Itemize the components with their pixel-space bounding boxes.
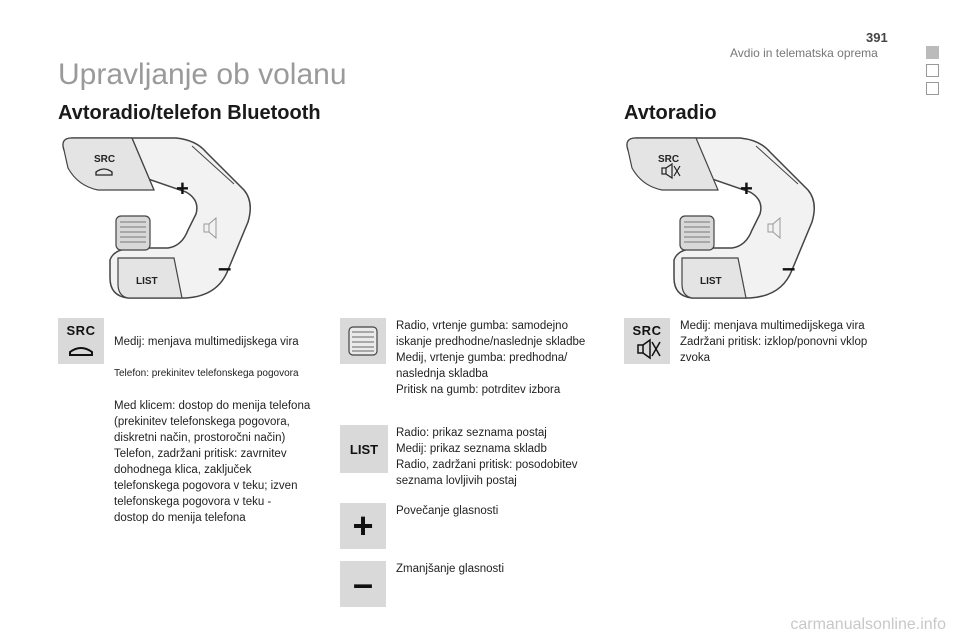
page-title: Upravljanje ob volanu <box>58 58 347 91</box>
src-desc-rest: Med klicem: dostop do menija telefona (prekinitev telefonskega pogovora, diskretni način, prostoročni način) Telefon, zadržani pritisk: zavrnitev dohodnega klica, zaključek telefonskega pogovora v teku; izven telefonskega pogovora v teku - dostop do menija telefona <box>114 400 311 524</box>
right-src-description: Medij: menjava multimedijskega vira Zadržani pritisk: izklop/ponovni vklop zvoka <box>680 320 868 364</box>
plus-icon-box <box>340 503 386 549</box>
thumbwheel-icon <box>340 318 386 364</box>
nav-square-outline <box>926 82 939 95</box>
right-control-illustration <box>622 130 832 310</box>
src-label: SRC <box>66 323 96 338</box>
plus-icon: + <box>352 505 374 546</box>
nav-square-filled <box>926 46 939 59</box>
src-mute-icon-box <box>624 318 670 364</box>
minus-icon-box <box>340 561 386 607</box>
right-section-heading: Avtoradio <box>624 102 717 124</box>
phone-icon <box>58 318 104 364</box>
list-label: LIST <box>349 442 379 457</box>
minus-description: Zmanjšanje glasnosti <box>396 563 505 575</box>
thumbwheel-icon <box>680 216 714 250</box>
illus-minus: – <box>218 255 232 282</box>
src-desc-line1: Medij: menjava multimedijskega vira <box>114 336 299 348</box>
left-section-heading: Avtoradio/telefon Bluetooth <box>58 102 321 124</box>
plus-description: Povečanje glasnosti <box>396 505 499 517</box>
left-control-illustration <box>58 130 268 310</box>
src-label: SRC <box>632 323 662 338</box>
page-number: 391 <box>866 30 888 45</box>
illus-src-label: SRC <box>94 154 116 165</box>
thumbwheel-icon-box <box>340 318 386 364</box>
section-name: Avdio in telematska oprema <box>730 46 878 60</box>
src-description <box>114 318 329 542</box>
illus-minus: – <box>782 255 796 282</box>
illus-src-label: SRC <box>658 154 680 165</box>
minus-icon: – <box>352 563 374 604</box>
illus-plus: + <box>176 176 189 201</box>
mute-icon <box>624 318 670 364</box>
illus-list-label: LIST <box>136 276 158 287</box>
thumbwheel-description: Radio, vrtenje gumba: samodejno iskanje predhodne/naslednje skladbe Medij, vrtenje gumba: predhodna/ naslednja skladba Pritisk na gumb: potrditev izbora <box>396 320 586 396</box>
thumbwheel-icon <box>116 216 150 250</box>
src-phone-icon-box <box>58 318 104 364</box>
list-icon-box <box>340 425 388 473</box>
illus-plus: + <box>740 176 753 201</box>
watermark: carmanualsonline.info <box>790 616 946 633</box>
list-description: Radio: prikaz seznama postaj Medij: prikaz seznama skladb Radio, zadržani pritisk: posodobitev seznama lovljivih postaj <box>396 427 578 487</box>
illus-list-label: LIST <box>700 276 722 287</box>
src-desc-line2: Telefon: prekinitev telefonskega pogovora <box>114 368 299 379</box>
nav-square-outline <box>926 64 939 77</box>
